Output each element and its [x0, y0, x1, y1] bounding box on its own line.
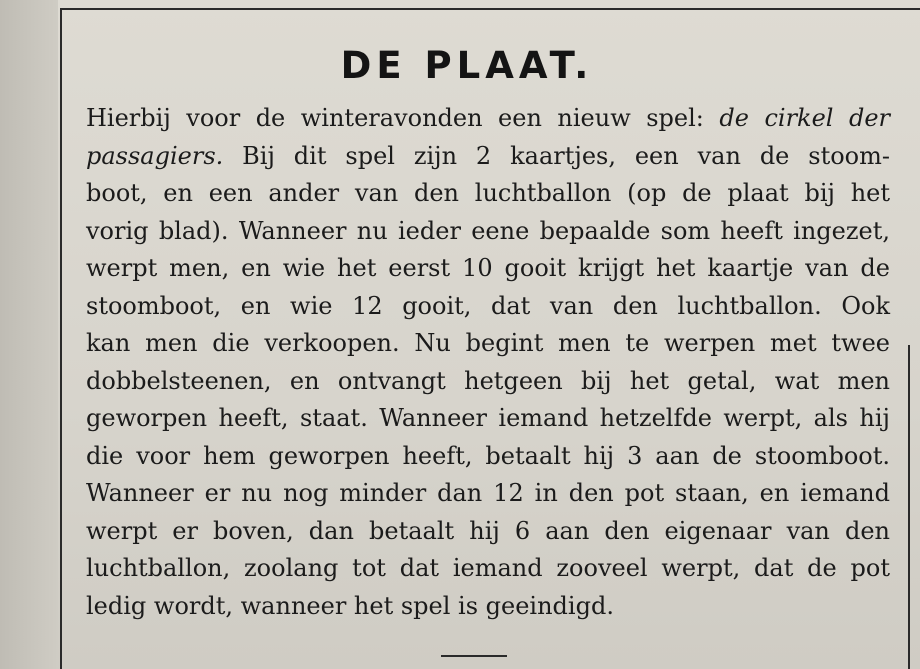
text-line — [86, 138, 890, 176]
text-line — [86, 288, 890, 326]
left-border-rule — [60, 8, 62, 669]
text-segment: Wanneer er nu nog minder dan 12 in den pot staan, en iemand — [86, 479, 890, 507]
text-segment: kan men die verkoopen. Nu begint men te werpen met twee — [86, 329, 890, 357]
text-line — [86, 475, 890, 513]
text-segment: Bij dit spel zijn 2 kaartjes, een van de stoom- — [223, 141, 890, 170]
text-line — [86, 363, 890, 401]
article-title: DE PLAAT. — [340, 44, 594, 87]
text-segment: stoomboot, en wie 12 gooit, dat van den luchtballon. Ook — [86, 291, 890, 320]
text-line — [86, 550, 890, 588]
text-line — [86, 175, 890, 213]
italic-segment: passagiers. — [86, 141, 224, 170]
text-line — [86, 438, 890, 476]
article-body — [86, 100, 890, 625]
text-segment: ledig wordt, wanneer het spel is geeindigd. — [86, 591, 614, 620]
text-segment: dobbelsteenen, en ontvangt hetgeen bij het getal, wat men — [86, 366, 890, 395]
end-divider-rule — [441, 655, 507, 657]
text-segment: vorig blad). Wanneer nu ieder eene bepaalde som heeft ingezet, — [86, 216, 890, 245]
text-line — [86, 325, 890, 363]
text-line — [86, 513, 890, 551]
text-segment: die voor hem geworpen heeft, betaalt hij 3 aan de stoomboot. — [86, 441, 890, 470]
text-segment: boot, en een ander van den luchtballon (op de plaat bij het — [86, 179, 890, 207]
text-line — [86, 100, 890, 138]
italic-segment: de cirkel der — [719, 104, 891, 132]
text-line — [86, 213, 890, 251]
text-segment: Hierbij voor de winteravonden een nieuw spel: — [86, 104, 720, 132]
text-line — [86, 588, 890, 626]
text-segment: werpt er boven, dan betaalt hij 6 aan den eigenaar van den — [86, 516, 890, 545]
text-segment: geworpen heeft, staat. Wanneer iemand hetzelfde werpt, als hij — [86, 404, 890, 432]
text-line — [86, 400, 890, 438]
page-margin-shadow — [0, 0, 58, 669]
right-border-rule — [908, 345, 910, 669]
text-segment: werpt men, en wie het eerst 10 gooit krijgt het kaartje van de — [86, 254, 890, 282]
text-line — [86, 250, 890, 288]
top-border-rule — [60, 8, 920, 10]
text-segment: luchtballon, zoolang tot dat iemand zooveel werpt, dat de pot — [86, 554, 890, 582]
